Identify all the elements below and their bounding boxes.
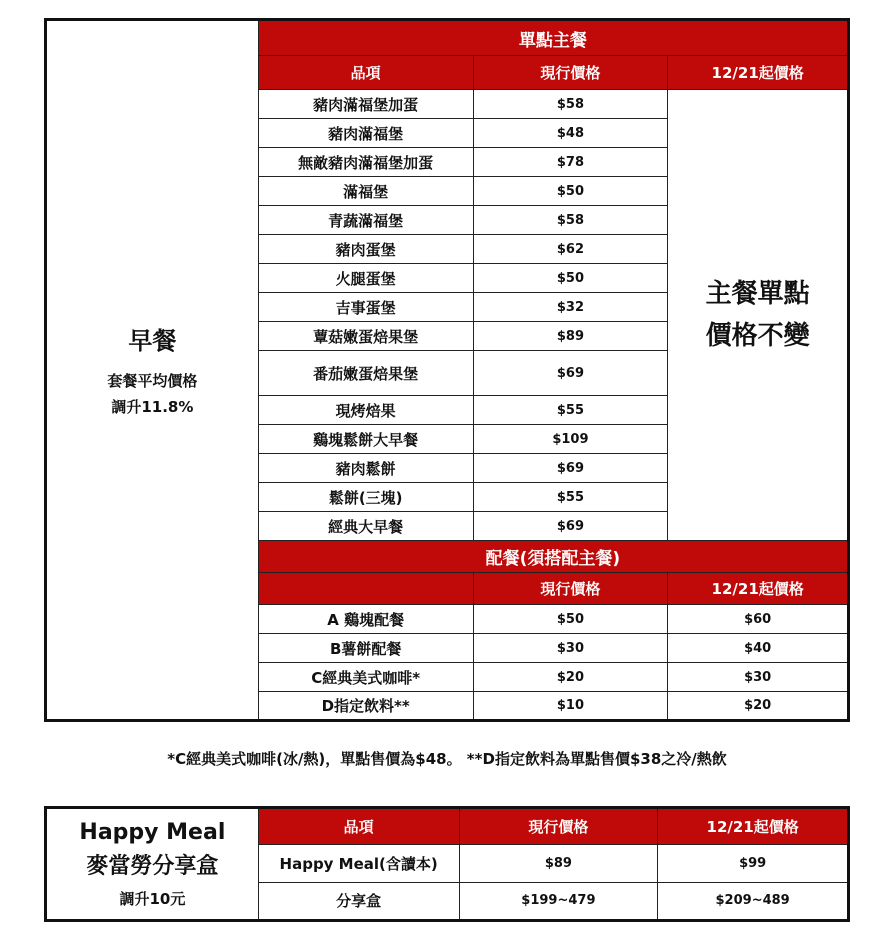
breakfast-subtitle: 套餐平均價格 [107,371,198,390]
combo-name: C經典美式咖啡* [258,663,473,692]
item-name: 鬆餅(三塊) [258,483,473,512]
happy-meal-label-panel [46,808,259,921]
item-name: 鷄塊鬆餅大早餐 [258,425,473,454]
item-price: $55 [473,483,668,512]
item-name: 青蔬滿福堡 [258,206,473,235]
unchanged-line-2: 價格不變 [705,321,810,351]
main-menu-band: 單點主餐 [258,20,848,56]
hm-item-name: 分享盒 [258,882,459,920]
item-name: 豬肉滿福堡 [258,119,473,148]
combo-current-price: $30 [473,634,668,663]
item-price: $69 [473,512,668,541]
breakfast-label-panel [46,20,259,721]
combo-current-price: $10 [473,692,668,721]
combo-name: D指定飲料** [258,692,473,721]
combo-band: 配餐(須搭配主餐) [258,541,848,573]
item-name: 蕈菇嫩蛋焙果堡 [258,322,473,351]
item-price: $78 [473,148,668,177]
item-name: 經典大早餐 [258,512,473,541]
breakfast-increase: 調升11.8% [111,397,194,416]
unchanged-price-note [668,90,849,541]
combo-current-header: 現行價格 [473,573,668,605]
breakfast-title: 早餐 [128,326,177,355]
item-name: 無敵豬肉滿福堡加蛋 [258,148,473,177]
unchanged-line-1: 主餐單點 [705,279,810,309]
item-price: $58 [473,206,668,235]
combo-name: B薯餅配餐 [258,634,473,663]
happy-meal-title: Happy Meal [79,819,226,845]
hm-col-current-header: 現行價格 [459,808,658,845]
item-price: $89 [473,322,668,351]
item-price: $50 [473,264,668,293]
col-item-header: 品項 [258,56,473,90]
combo-new-price: $20 [668,692,849,721]
combo-new-price: $60 [668,605,849,634]
item-name: 豬肉鬆餅 [258,454,473,483]
item-name: 番茄嫩蛋焙果堡 [258,351,473,396]
hm-col-item-header: 品項 [258,808,459,845]
happy-meal-price-table [44,806,850,922]
item-price: $69 [473,454,668,483]
happy-meal-increase: 調升10元 [119,889,186,908]
col-current-header: 現行價格 [473,56,668,90]
combo-new-header: 12/21起價格 [668,573,849,605]
breakfast-price-table [44,18,850,722]
item-price: $50 [473,177,668,206]
share-box-title: 麥當勞分享盒 [86,853,219,879]
item-price: $48 [473,119,668,148]
combo-name: A 鷄塊配餐 [258,605,473,634]
hm-current-price: $89 [459,844,658,882]
item-name: 火腿蛋堡 [258,264,473,293]
combo-current-price: $20 [473,663,668,692]
col-new-header: 12/21起價格 [668,56,849,90]
hm-item-name: Happy Meal(含讀本) [258,844,459,882]
hm-current-price: $199~479 [459,882,658,920]
combo-current-price: $50 [473,605,668,634]
item-price: $55 [473,396,668,425]
item-name: 豬肉滿福堡加蛋 [258,90,473,119]
item-name: 吉事蛋堡 [258,293,473,322]
item-price: $109 [473,425,668,454]
hm-new-price: $209~489 [658,882,849,920]
combo-item-header [258,573,473,605]
item-price: $58 [473,90,668,119]
footnote: *C經典美式咖啡(冰/熱)，單點售價為$48。 **D指定飲料為單點售價$38之冷/熱飲 [167,750,727,768]
item-price: $69 [473,351,668,396]
item-name: 現烤焙果 [258,396,473,425]
hm-new-price: $99 [658,844,849,882]
combo-new-price: $40 [668,634,849,663]
item-price: $32 [473,293,668,322]
hm-col-new-header: 12/21起價格 [658,808,849,845]
combo-new-price: $30 [668,663,849,692]
item-price: $62 [473,235,668,264]
item-name: 豬肉蛋堡 [258,235,473,264]
item-name: 滿福堡 [258,177,473,206]
